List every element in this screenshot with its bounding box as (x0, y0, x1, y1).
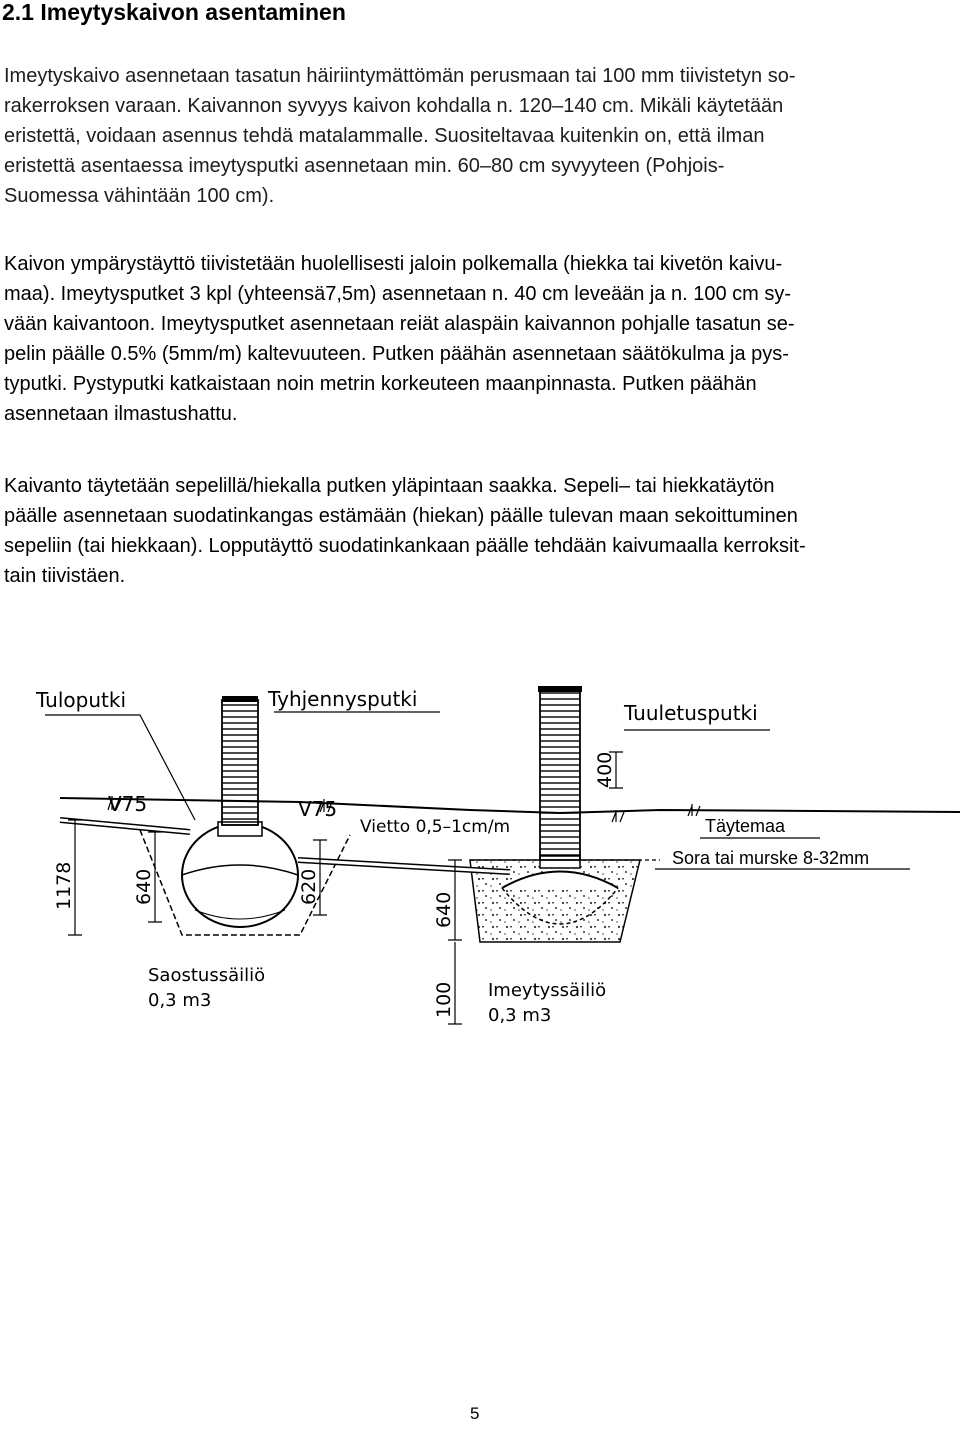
paragraph-line: pelin päälle 0.5% (5mm/m) kaltevuuteen. Putken päähän asennetaan säätökulma ja pys- (4, 343, 789, 365)
label-v75-connecting: V75 (298, 797, 338, 821)
paragraph-line: Suomessa vähintään 100 cm). (4, 185, 275, 207)
emptying-pipe (222, 696, 258, 825)
paragraph-backfill-pipes (4, 249, 954, 429)
label-infiltration-tank-name: Imeytyssäiliö (488, 980, 607, 1001)
paragraph-line: sepeliin (tai hiekkaan). Lopputäyttö suodatinkankaan päälle tehdään kaivumaalla kerroksit- (4, 535, 806, 557)
paragraph-line: eristettä asentaessa imeytysputki asennetaan min. 60–80 cm syvyyteen (Pohjois- (4, 155, 725, 177)
label-emptying-pipe: Tyhjennysputki (268, 687, 418, 711)
paragraph-line: Kaivon ympärystäyttö tiivistetään huolellisesti jaloin polkemalla (hiekka tai kivetön kaivu- (4, 253, 783, 275)
ground-surface-line (60, 798, 960, 813)
paragraph-trench-fill (4, 471, 954, 591)
paragraph-line: maa). Imeytysputket 3 kpl (yhteensä7,5m) asennetaan n. 40 cm leveään ja n. 100 cm sy- (4, 283, 792, 305)
paragraph-line: typutki. Pystyputki katkaistaan noin metrin korkeuteen maanpinnasta. Putken päähän (4, 373, 757, 395)
septic-tank (182, 822, 298, 927)
dimension-1178: 1178 (53, 861, 75, 910)
label-vent-pipe: Tuuletusputki (624, 701, 758, 725)
installation-diagram (0, 660, 960, 1040)
inlet-pipe-inner (60, 820, 190, 832)
label-v75-inlet: V75 (108, 792, 148, 816)
label-septic-tank-volume: 0,3 m3 (148, 990, 212, 1011)
dimension-620: 620 (298, 868, 320, 905)
vent-pipe (538, 686, 582, 860)
label-leaders (45, 712, 910, 869)
paragraph-line: vään kaivantoon. Imeytysputket asennetaan reiät alaspäin kaivannon pohjalle tasatun se- (4, 313, 795, 335)
paragraph-line: Kaivanto täytetään sepelillä/hiekalla putken yläpintaan saakka. Sepeli– tai hiekkatäytön (4, 475, 775, 497)
page-number: 5 (470, 1404, 480, 1423)
label-inlet-pipe: Tuloputki (36, 688, 126, 712)
label-backfill-soil: Täytemaa (705, 816, 786, 836)
paragraph-line: eristettä, voidaan asennus tehdä matalammalle. Suositeltavaa kuitenkin on, että ilman (4, 125, 765, 147)
dimension-100: 100 (433, 981, 455, 1018)
paragraph-line: asennetaan ilmastushattu. (4, 403, 238, 425)
dimension-640-septic: 640 (133, 868, 155, 905)
paragraph-installation-base (4, 61, 954, 211)
paragraph-line: Imeytyskaivo asennetaan tasatun häiriintymättömän perusmaan tai 100 mm tiivistetyn so- (4, 65, 796, 87)
label-infiltration-tank-volume: 0,3 m3 (488, 1005, 552, 1026)
label-slope: Vietto 0,5–1cm/m (360, 817, 511, 837)
label-gravel: Sora tai murske 8-32mm (672, 848, 870, 868)
paragraph-line: rakerroksen varaan. Kaivannon syvyys kaivon kohdalla n. 120–140 cm. Mikäli käytetään (4, 95, 784, 117)
label-septic-tank-name: Saostussäiliö (148, 965, 266, 986)
dimension-400: 400 (594, 751, 616, 788)
paragraph-line: päälle asennetaan suodatinkangas estämään (hiekan) päälle tulevan maan sekoittuminen (4, 505, 798, 527)
section-heading: 2.1 Imeytyskaivon asentaminen (2, 0, 346, 25)
dimension-640-infiltration: 640 (433, 891, 455, 928)
paragraph-line: tain tiivistäen. (4, 565, 126, 587)
